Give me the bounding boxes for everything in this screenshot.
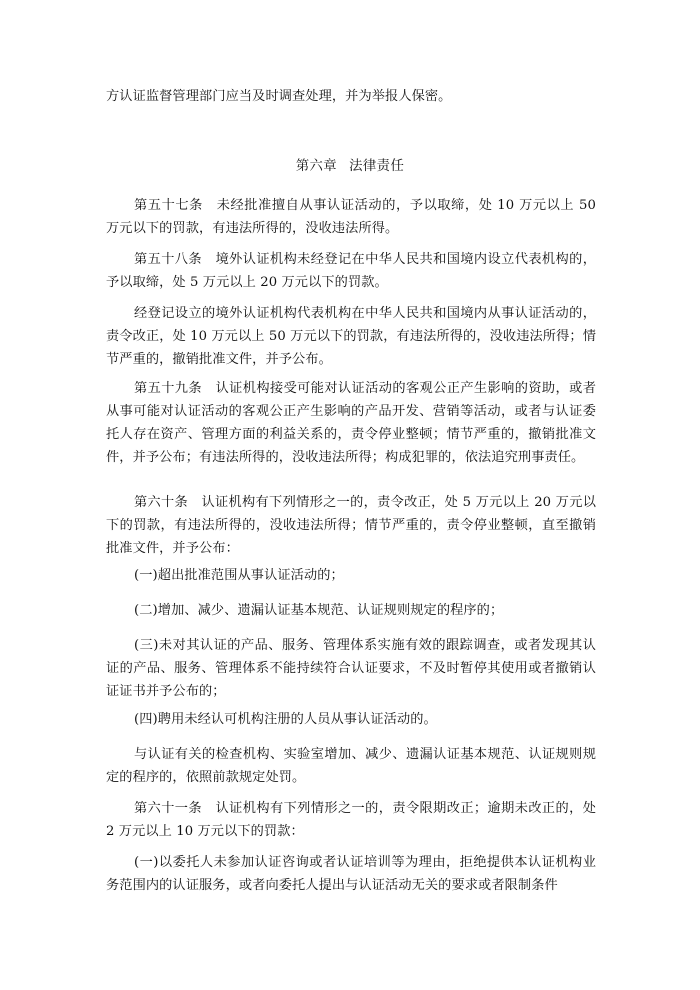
article-60-second-paragraph: 与认证有关的检查机构、实验室增加、减少、遗漏认证基本规范、认证规则规定的程序的，依照前款规定处罚。 bbox=[106, 747, 596, 785]
article-61-paragraph: 第六十一条 认证机构有下列情形之一的，责令限期改正；逾期未改正的，处 2 万元以上 10 万元以下的罚款： bbox=[106, 801, 596, 839]
article-58-second-paragraph: 经登记设立的境外认证机构代表机构在中华人民共和国境内从事认证活动的，责令改正，处 10 万元以上 50 万元以下的罚款，有违法所得的，没收违法所得；情节严重的，撤销批准文件，并予公布。 bbox=[106, 306, 596, 367]
continuation-paragraph: 方认证监督管理部门应当及时调查处理，并为举报人保密。 bbox=[106, 89, 452, 104]
article-60-item-4: (四)聘用未经认可机构注册的人员从事认证活动的。 bbox=[134, 712, 437, 727]
article-61-item-1: (一)以委托人未参加认证咨询或者认证培训等为理由，拒绝提供本认证机构业务范围内的认证服务，或者向委托人提出与认证活动无关的要求或者限制条件 bbox=[106, 855, 596, 893]
chapter-heading bbox=[0, 155, 700, 178]
article-60-paragraph: 第六十条 认证机构有下列情形之一的，责令改正，处 5 万元以上 20 万元以下的罚款，有违法所得的，没收违法所得；情节严重的，责令停业整顿，直至撤销批准文件，并予公布： bbox=[106, 495, 596, 556]
chapter-title: 法律责任 bbox=[349, 159, 405, 174]
article-60-item-1: (一)超出批准范围从事认证活动的； bbox=[134, 568, 344, 583]
article-58-paragraph: 第五十八条 境外认证机构未经登记在中华人民共和国境内设立代表机构的，予以取缔，处 5 万元以上 20 万元以下的罚款。 bbox=[106, 252, 596, 290]
article-57-paragraph: 第五十七条 未经批准擅自从事认证活动的，予以取缔，处 10 万元以上 50 万元以下的罚款，有违法所得的，没收违法所得。 bbox=[106, 198, 596, 236]
chapter-number: 第六章 bbox=[295, 159, 338, 174]
article-60-item-3: (三)未对其认证的产品、服务、管理体系实施有效的跟踪调查，或者发现其认证的产品、服务、管理体系不能持续符合认证要求，不及时暂停其使用或者撤销认证证书并予公布的； bbox=[106, 638, 596, 699]
article-60-item-2: (二)增加、减少、遗漏认证基本规范、认证规则规定的程序的； bbox=[134, 603, 504, 618]
article-59-paragraph: 第五十九条 认证机构接受可能对认证活动的客观公正产生影响的资助，或者从事可能对认证活动的客观公正产生影响的产品开发、营销等活动，或者与认证委托人存在资产、管理方面的利益关系的，责令停业整顿；情节严重的，撤销批准文件，并予公布；有违法所得的，没收违法所得；构成犯罪的，依法追究刑事责任。 bbox=[106, 381, 596, 465]
